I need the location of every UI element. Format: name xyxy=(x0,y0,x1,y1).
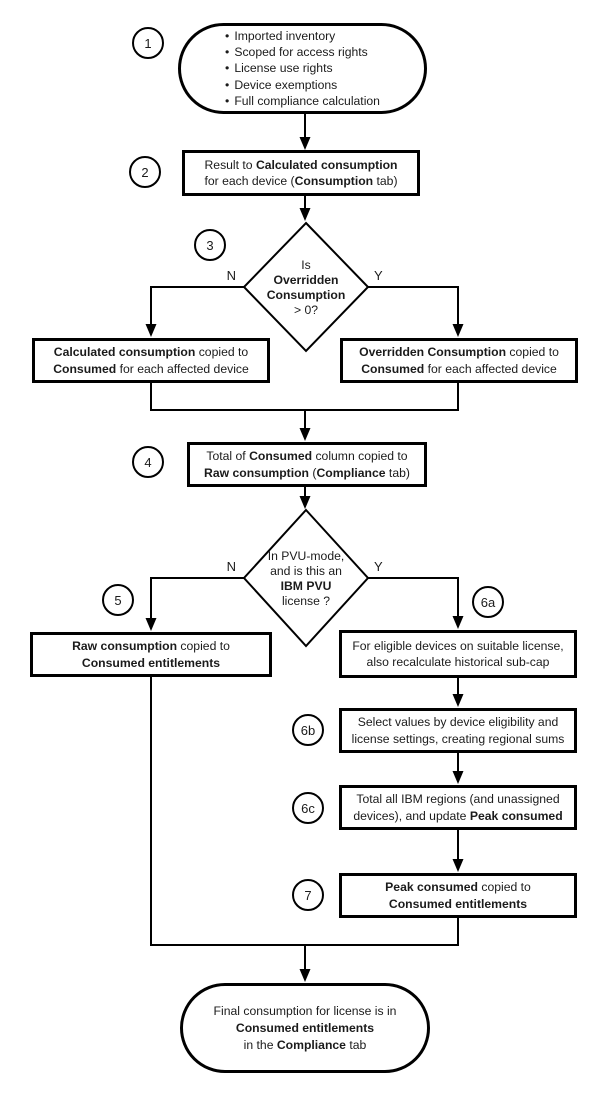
text-segment: Scoped for access rights xyxy=(234,45,368,60)
step-badge-2: 2 xyxy=(129,156,161,188)
step-badge-1: 1 xyxy=(132,27,164,59)
arrow-down-icon xyxy=(300,137,311,150)
text-segment: copied to xyxy=(195,345,249,359)
text-segment: Consumption xyxy=(266,288,346,302)
connector-3-no-branch xyxy=(151,287,244,324)
connector-3-yes-branch xyxy=(368,287,458,324)
result-to-calculated-consumption-box xyxy=(182,150,420,196)
text-line xyxy=(385,879,531,896)
text-line xyxy=(204,157,397,174)
text-line xyxy=(246,288,366,303)
text-line xyxy=(353,808,562,825)
text-segment: Compliance xyxy=(276,1037,346,1052)
text-segment: Peak consumed xyxy=(469,808,563,823)
text-line xyxy=(82,655,220,672)
text-segment: also recalculate historical sub-cap xyxy=(366,655,550,669)
bullet-item xyxy=(225,77,380,93)
text-segment: Overridden xyxy=(273,273,339,287)
bullet-icon: • xyxy=(225,77,230,92)
text-segment: Imported inventory xyxy=(234,28,336,43)
text-segment: For eligible devices on suitable license, xyxy=(352,638,564,653)
text-segment: tab) xyxy=(373,174,398,188)
yes-branch-label: Y xyxy=(374,559,383,574)
yes-branch-label: Y xyxy=(374,268,383,283)
arrow-down-icon xyxy=(453,324,464,337)
text-segment: Consumption xyxy=(294,174,374,188)
total-ibm-regions-box xyxy=(339,785,577,830)
text-line xyxy=(359,344,559,361)
recalculate-subcap-box xyxy=(339,630,577,678)
step-badge-6b: 6b xyxy=(292,714,324,746)
text-segment: > 0? xyxy=(293,303,319,317)
text-segment: Peak consumed xyxy=(385,880,478,894)
arrow-down-icon xyxy=(300,208,311,221)
text-line xyxy=(72,638,230,655)
peak-consumed-copied-box xyxy=(339,873,577,918)
text-segment: Raw consumption xyxy=(72,639,178,653)
end-node xyxy=(180,983,430,1073)
text-line xyxy=(389,896,527,913)
text-line xyxy=(214,1003,397,1020)
text-segment: Overridden Consumption xyxy=(359,345,507,359)
text-segment: Compliance xyxy=(316,465,386,480)
text-segment: Total of xyxy=(206,449,250,463)
text-line xyxy=(204,173,397,190)
text-segment: Final consumption for license is in xyxy=(213,1003,397,1018)
arrow-down-icon xyxy=(300,428,311,441)
pvu-decision-text xyxy=(246,549,366,609)
text-line xyxy=(352,731,565,748)
overridden-consumption-copied-box xyxy=(340,338,578,383)
arrow-down-icon xyxy=(146,324,157,337)
text-segment: Consumed xyxy=(361,361,425,376)
text-line xyxy=(204,465,410,482)
step-badge-3: 3 xyxy=(194,229,226,261)
text-segment: ( xyxy=(309,465,317,480)
arrow-down-icon xyxy=(300,969,311,982)
text-segment: Device exemptions xyxy=(234,77,338,92)
text-segment: Select values by device eligibility and xyxy=(357,715,559,729)
end-node-text xyxy=(214,1003,397,1054)
text-segment: column copied to xyxy=(312,449,408,463)
text-segment: Full compliance calculation xyxy=(234,93,380,108)
text-line xyxy=(356,791,559,808)
no-branch-label: N xyxy=(226,268,236,283)
text-segment: license ? xyxy=(281,594,331,608)
step-badge-5: 5 xyxy=(102,584,134,616)
text-segment: Raw consumption xyxy=(204,465,309,480)
no-branch-label: N xyxy=(226,559,236,574)
text-line xyxy=(246,303,366,318)
text-segment: devices), and update xyxy=(353,808,470,823)
text-segment: for each affected device xyxy=(424,361,557,376)
bullet-item xyxy=(225,93,380,109)
arrow-down-icon xyxy=(453,616,464,629)
text-segment: and is this an xyxy=(270,564,342,578)
text-segment: Consumed entitlements xyxy=(81,655,221,670)
text-line xyxy=(246,579,366,594)
raw-consumption-total-box xyxy=(187,442,427,487)
text-segment: in the xyxy=(243,1037,277,1052)
text-segment: In PVU-mode, xyxy=(267,549,345,563)
bullet-icon: • xyxy=(225,28,230,43)
text-line xyxy=(53,361,249,378)
step-badge-4: 4 xyxy=(132,446,164,478)
select-values-box xyxy=(339,708,577,753)
text-segment: for each affected device xyxy=(116,361,249,376)
text-line xyxy=(246,549,366,564)
arrow-down-icon xyxy=(146,618,157,631)
text-segment: IBM PVU xyxy=(280,579,332,593)
text-segment: Consumed entitlements xyxy=(388,896,528,911)
step-badge-7: 7 xyxy=(292,879,324,911)
text-line xyxy=(246,564,366,579)
text-segment: tab) xyxy=(385,465,410,480)
text-segment: Consumed xyxy=(249,449,313,463)
text-segment: copied to xyxy=(506,345,559,359)
arrow-down-icon xyxy=(453,771,464,784)
calculated-consumption-copied-box xyxy=(32,338,270,383)
text-line xyxy=(246,258,366,273)
arrow-down-icon xyxy=(453,859,464,872)
text-line xyxy=(358,714,559,731)
connector-pvu-no-branch xyxy=(151,578,244,618)
text-segment: Consumed xyxy=(53,361,117,376)
text-segment: copied to xyxy=(177,639,230,653)
arrow-down-icon xyxy=(453,694,464,707)
text-line xyxy=(352,638,563,655)
text-line xyxy=(367,654,550,671)
raw-consumption-copied-box xyxy=(30,632,272,677)
text-segment: License use rights xyxy=(234,61,333,76)
connector-merge-to-4 xyxy=(150,383,459,428)
text-line xyxy=(214,1037,397,1054)
text-segment: Result to xyxy=(204,157,256,172)
text-segment: Is xyxy=(301,258,311,272)
text-segment: Calculated consumption xyxy=(53,345,196,359)
text-segment: tab xyxy=(345,1037,367,1052)
text-line xyxy=(246,594,366,609)
text-segment: Total all IBM regions (and unassigned xyxy=(356,792,560,806)
start-node xyxy=(178,23,427,114)
step-badge-6a: 6a xyxy=(472,586,504,618)
text-line xyxy=(361,361,557,378)
text-segment: Consumed entitlements xyxy=(235,1020,375,1035)
text-line xyxy=(214,1020,397,1037)
start-node-bullets xyxy=(225,28,380,109)
text-segment: for each device ( xyxy=(204,174,295,188)
text-line xyxy=(246,273,366,288)
bullet-item xyxy=(225,28,380,44)
arrow-down-icon xyxy=(300,496,311,509)
bullet-icon: • xyxy=(225,61,230,76)
step-badge-6c: 6c xyxy=(292,792,324,824)
text-line xyxy=(206,448,407,465)
bullet-item xyxy=(225,44,380,60)
text-line xyxy=(54,344,248,361)
bullet-icon: • xyxy=(225,93,230,108)
connector-pvu-yes-branch xyxy=(368,578,458,616)
bullet-item xyxy=(225,60,380,76)
text-segment: Calculated consumption xyxy=(255,157,398,172)
bullet-icon: • xyxy=(225,45,230,60)
text-segment: license settings, creating regional sums xyxy=(351,731,565,746)
overridden-decision-text xyxy=(246,258,366,318)
text-segment: copied to xyxy=(477,880,531,894)
